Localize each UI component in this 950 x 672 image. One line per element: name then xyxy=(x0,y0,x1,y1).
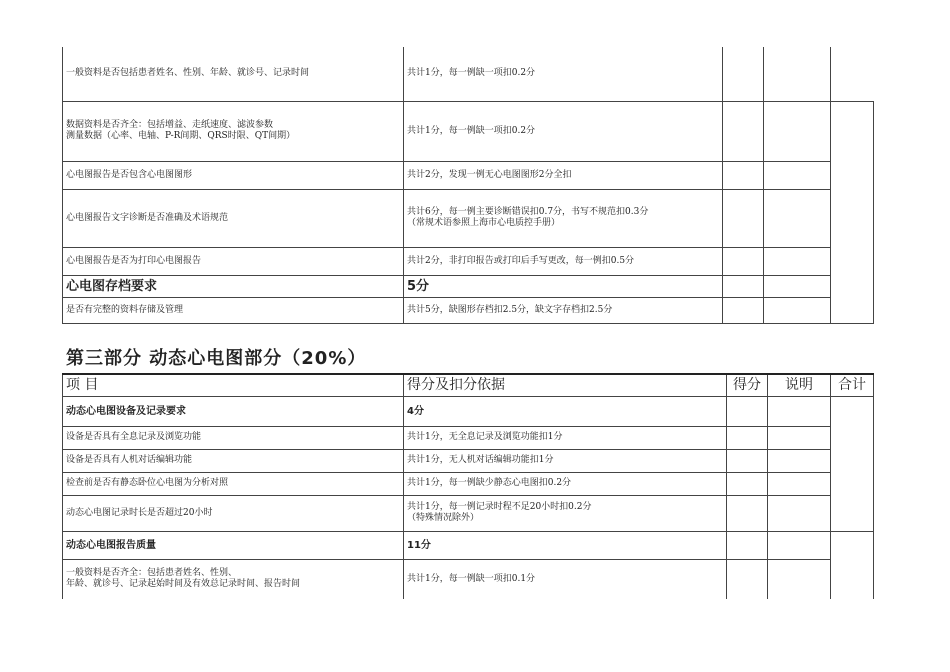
item-cell: 一般资料是否包括患者姓名、性别、年龄、就诊号、记录时间 xyxy=(63,47,404,101)
score-cell xyxy=(727,495,768,531)
column-header-note: 说明 xyxy=(768,374,831,396)
group-points: 4分 xyxy=(404,396,727,426)
table-row xyxy=(63,559,874,599)
total-cell xyxy=(831,396,874,531)
table-row xyxy=(63,101,874,161)
group-title: 动态心电图报告质量 xyxy=(63,531,404,559)
basis-cell: 共计5分，缺图形存档扣2.5分，缺文字存档扣2.5分 xyxy=(404,297,723,323)
score-cell xyxy=(723,161,764,189)
group-header-row xyxy=(63,531,874,559)
item-cell: 心电图报告是否包含心电图图形 xyxy=(63,161,404,189)
note-cell xyxy=(768,559,831,599)
column-header-item: 项 目 xyxy=(63,374,404,396)
item-cell: 动态心电图记录时长是否超过20小时 xyxy=(63,495,404,531)
group-header-row xyxy=(63,275,874,297)
basis-cell: 共计1分，每一例缺少静态心电图扣0.2分 xyxy=(404,472,727,495)
score-cell xyxy=(723,297,764,323)
column-header-total: 合计 xyxy=(831,374,874,396)
table-row xyxy=(63,297,874,323)
group-title: 心电图存档要求 xyxy=(63,275,404,297)
item-cell: 心电图报告是否为打印心电图报告 xyxy=(63,247,404,275)
note-cell xyxy=(764,275,831,297)
group-points: 5分 xyxy=(404,275,723,297)
score-cell xyxy=(723,101,764,161)
table-row xyxy=(63,189,874,247)
basis-cell: 共计1分，无人机对话编辑功能扣1分 xyxy=(404,449,727,472)
score-cell xyxy=(727,531,768,559)
item-cell: 是否有完整的资料存储及管理 xyxy=(63,297,404,323)
section-title: 第三部分 动态心电图部分（20%） xyxy=(66,348,367,369)
item-cell: 设备是否具有全息记录及浏览功能 xyxy=(63,426,404,449)
group-points: 11分 xyxy=(404,531,727,559)
note-cell xyxy=(768,531,831,559)
table-row xyxy=(63,449,874,472)
item-cell: 检查前是否有静态卧位心电图为分析对照 xyxy=(63,472,404,495)
table-row xyxy=(63,426,874,449)
basis-cell: 共计2分，非打印报告或打印后手写更改，每一例扣0.5分 xyxy=(404,247,723,275)
score-cell xyxy=(727,426,768,449)
note-cell xyxy=(764,297,831,323)
score-cell xyxy=(723,189,764,247)
basis-cell: 共计1分，每一例记录时程不足20小时扣0.2分 （特殊情况除外） xyxy=(404,495,727,531)
score-cell xyxy=(727,449,768,472)
basis-cell: 共计1分，每一例缺一项扣0.2分 xyxy=(404,101,723,161)
table-row xyxy=(63,247,874,275)
note-cell xyxy=(768,495,831,531)
group-title: 动态心电图设备及记录要求 xyxy=(63,396,404,426)
holter-table xyxy=(62,373,874,599)
note-cell xyxy=(768,472,831,495)
note-cell xyxy=(764,161,831,189)
table-row xyxy=(63,161,874,189)
note-cell xyxy=(764,47,831,101)
score-cell xyxy=(723,275,764,297)
table-row xyxy=(63,472,874,495)
item-cell: 设备是否具有人机对话编辑功能 xyxy=(63,449,404,472)
note-cell xyxy=(764,101,831,161)
score-cell xyxy=(727,559,768,599)
column-header-row xyxy=(63,374,874,396)
item-cell: 心电图报告文字诊断是否准确及术语规范 xyxy=(63,189,404,247)
item-cell: 一般资料是否齐全：包括患者姓名、性别、 年龄、就诊号、记录起始时间及有效总记录时间、报告时间 xyxy=(63,559,404,599)
table-row xyxy=(63,47,874,101)
score-cell xyxy=(727,472,768,495)
table-row xyxy=(63,495,874,531)
note-cell xyxy=(764,247,831,275)
column-header-score: 得分 xyxy=(727,374,768,396)
note-cell xyxy=(768,449,831,472)
basis-cell: 共计2分，发现一例无心电图图形2分全扣 xyxy=(404,161,723,189)
group-header-row xyxy=(63,396,874,426)
ecg-quality-table xyxy=(62,47,874,324)
total-cell xyxy=(831,531,874,599)
score-cell xyxy=(727,396,768,426)
total-cell xyxy=(831,101,874,323)
note-cell xyxy=(768,396,831,426)
item-cell: 数据资料是否齐全：包括增益、走纸速度、滤波参数 测量数据（心率、电轴、P-R间期、QRS时限、QT间期） xyxy=(63,101,404,161)
column-header-basis: 得分及扣分依据 xyxy=(404,374,727,396)
basis-cell: 共计6分，每一例主要诊断错误扣0.7分，书写不规范扣0.3分 （常规术语参照上海市心电质控手册） xyxy=(404,189,723,247)
basis-cell: 共计1分，无全息记录及浏览功能扣1分 xyxy=(404,426,727,449)
score-cell xyxy=(723,247,764,275)
note-cell xyxy=(768,426,831,449)
basis-cell: 共计1分，每一例缺一项扣0.1分 xyxy=(404,559,727,599)
score-cell xyxy=(723,47,764,101)
basis-cell: 共计1分，每一例缺一项扣0.2分 xyxy=(404,47,723,101)
total-cell xyxy=(831,47,874,101)
note-cell xyxy=(764,189,831,247)
